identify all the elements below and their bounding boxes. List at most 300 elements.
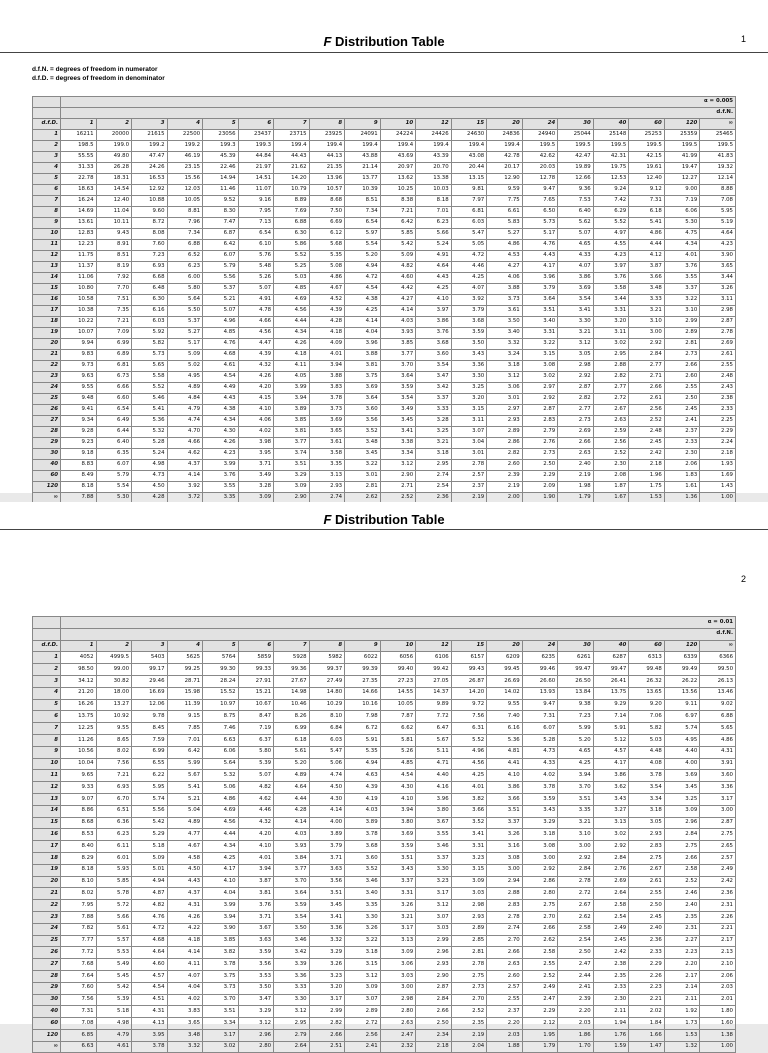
table-cell: 9.55 (61, 383, 97, 394)
table-cell: 4.72 (451, 251, 487, 262)
table-cell: 4.66 (238, 317, 274, 328)
table-cell: 19.61 (629, 163, 665, 174)
table-cell: 6.06 (664, 207, 700, 218)
table-cell: 22.78 (61, 174, 97, 185)
table-cell: 2.37 (451, 482, 487, 493)
page-number: 2 (740, 574, 746, 584)
table-cell: 1.69 (700, 471, 736, 482)
table-cell: 12.14 (700, 174, 736, 185)
table-cell: 8.91 (96, 240, 132, 251)
table-cell: 9.41 (61, 405, 97, 416)
table-cell: 4.49 (203, 383, 239, 394)
table-cell: 25359 (664, 130, 700, 141)
table-cell: 2.19 (558, 471, 594, 482)
table-row (33, 805, 736, 817)
table-cell: 6.31 (451, 723, 487, 735)
table-cell: 2.84 (664, 829, 700, 841)
table-cell: 3.46 (274, 935, 310, 947)
table-cell: 3.35 (558, 805, 594, 817)
table-cell: 3.33 (416, 405, 452, 416)
table-cell: 30.82 (96, 675, 132, 687)
table-cell: 2.51 (309, 1041, 345, 1053)
table-cell: 5.09 (380, 251, 416, 262)
table-cell: 7.09 (96, 328, 132, 339)
table-cell: 3.81 (274, 427, 310, 438)
table-cell: 2.66 (522, 923, 558, 935)
table-cell: 2.49 (593, 923, 629, 935)
table-cell: 4.14 (345, 317, 381, 328)
row-label: 30 (33, 449, 61, 460)
table-cell: 14.94 (203, 174, 239, 185)
table-cell: 4.09 (309, 339, 345, 350)
table-cell: 3.03 (416, 923, 452, 935)
table-cell: 2.96 (416, 947, 452, 959)
table-cell: 7.64 (61, 970, 97, 982)
table-cell: 2.73 (664, 350, 700, 361)
table-row (33, 460, 736, 471)
table-cell: 6287 (593, 652, 629, 664)
table-cell: 4.28 (274, 805, 310, 817)
table-cell: 2.83 (629, 841, 665, 853)
table-cell: 3.49 (380, 405, 416, 416)
table-cell: 3.18 (487, 361, 523, 372)
row-label: 5 (33, 174, 61, 185)
table-cell: 3.55 (416, 829, 452, 841)
table-cell: 12.78 (522, 174, 558, 185)
row-label: 15 (33, 817, 61, 829)
table-cell: 5.82 (629, 723, 665, 735)
table-cell: 9.60 (132, 207, 168, 218)
table-cell: 5.06 (309, 758, 345, 770)
table-cell: 21.20 (61, 687, 97, 699)
table-cell: 2.45 (629, 911, 665, 923)
table-cell: 2.74 (487, 923, 523, 935)
table-cell: 9.89 (416, 699, 452, 711)
table-cell: 2.85 (451, 935, 487, 947)
table-cell: 5.28 (132, 438, 168, 449)
table-cell: 3.37 (380, 876, 416, 888)
table-cell: 9.48 (61, 394, 97, 405)
table-cell: 3.29 (522, 817, 558, 829)
table-cell: 5.41 (167, 782, 203, 794)
table-cell: 2.43 (700, 383, 736, 394)
table-cell: 199.4 (451, 141, 487, 152)
table-cell: 4.85 (380, 758, 416, 770)
table-cell: 3.05 (629, 817, 665, 829)
table-cell: 10.92 (96, 711, 132, 723)
table-cell: 4.20 (238, 383, 274, 394)
table-cell: 3.45 (345, 449, 381, 460)
table-cell: 5.36 (132, 416, 168, 427)
table-cell: 2.06 (700, 970, 736, 982)
table-cell: 2.97 (522, 383, 558, 394)
table-row (33, 923, 736, 935)
table-cell: 6.16 (132, 306, 168, 317)
table-cell: 7.50 (309, 207, 345, 218)
table-cell: 6.37 (238, 734, 274, 746)
table-cell: 3.64 (380, 372, 416, 383)
table-cell: 5.09 (167, 350, 203, 361)
column-header: 6 (238, 119, 274, 130)
table-cell: 7.95 (238, 207, 274, 218)
table-cell: 2.50 (416, 1018, 452, 1030)
table-cell: 7.19 (664, 196, 700, 207)
table-cell: 3.12 (274, 1006, 310, 1018)
table-cell: 3.18 (345, 947, 381, 959)
row-label: 60 (33, 471, 61, 482)
table-cell: 9.00 (664, 185, 700, 196)
row-label: 9 (33, 746, 61, 758)
table-cell: 4.56 (274, 306, 310, 317)
table-cell: 6.00 (167, 273, 203, 284)
table-cell: 6157 (451, 652, 487, 664)
table-cell: 3.25 (664, 793, 700, 805)
table-cell: 6235 (522, 652, 558, 664)
table-cell: 5.82 (132, 339, 168, 350)
table-cell: 3.84 (274, 852, 310, 864)
table-cell: 5.06 (203, 782, 239, 794)
table-cell: 2.44 (558, 970, 594, 982)
table-cell: 2.99 (309, 1006, 345, 1018)
table-cell: 3.43 (380, 864, 416, 876)
table-cell: 14.20 (451, 687, 487, 699)
table-cell: 1.75 (629, 482, 665, 493)
row-label: 29 (33, 438, 61, 449)
table-cell: 3.01 (345, 471, 381, 482)
table-cell: 3.25 (451, 383, 487, 394)
table-cell: 4.95 (664, 734, 700, 746)
table-cell: 2.57 (487, 982, 523, 994)
column-header: 7 (274, 119, 310, 130)
table-cell: 5.42 (380, 240, 416, 251)
table-cell: 4.33 (558, 251, 594, 262)
table-cell: 1.92 (664, 1006, 700, 1018)
column-header: 30 (558, 640, 594, 652)
table-cell: 8.88 (700, 185, 736, 196)
table-cell: 2.30 (593, 460, 629, 471)
table-cell: 199.5 (522, 141, 558, 152)
table-cell: 2.81 (664, 339, 700, 350)
table-cell: 2.59 (593, 427, 629, 438)
table-cell: 4.17 (522, 262, 558, 273)
table-cell: 3.67 (416, 817, 452, 829)
table-cell: 3.13 (593, 817, 629, 829)
table-cell: 2.95 (274, 1018, 310, 1030)
table-cell: 3.40 (487, 328, 523, 339)
table-cell: 7.01 (167, 734, 203, 746)
table-cell: 2.84 (416, 994, 452, 1006)
table-row (33, 734, 736, 746)
table-cell: 5.48 (238, 262, 274, 273)
table-cell: 19.89 (558, 163, 594, 174)
table-cell: 6.10 (238, 240, 274, 251)
table-cell: 14.37 (416, 687, 452, 699)
table-cell: 2.90 (416, 970, 452, 982)
table-cell: 11.46 (203, 185, 239, 196)
page-number: 1 (740, 34, 746, 44)
table-cell: 3.21 (629, 306, 665, 317)
table-cell: 6.81 (96, 361, 132, 372)
table-cell: 7.56 (96, 758, 132, 770)
table-cell: 2.33 (700, 405, 736, 416)
alpha-row (33, 97, 736, 108)
table-cell: 11.06 (61, 273, 97, 284)
table-cell: 1.80 (700, 1006, 736, 1018)
table-cell: 5.20 (558, 734, 594, 746)
table-cell: 3.85 (380, 339, 416, 350)
table-cell: 2.06 (664, 460, 700, 471)
table-cell: 4.30 (203, 427, 239, 438)
table-cell: 6.97 (664, 711, 700, 723)
table-cell: 6.87 (203, 229, 239, 240)
table-cell: 3.12 (345, 970, 381, 982)
row-label: 1 (33, 652, 61, 664)
table-cell: 3.13 (309, 471, 345, 482)
table-cell: 5.52 (274, 251, 310, 262)
table-row (33, 438, 736, 449)
table-cell: 2.77 (629, 361, 665, 372)
table-cell: 4.44 (629, 240, 665, 251)
row-label: 1 (33, 130, 61, 141)
table-cell: 3.23 (416, 876, 452, 888)
table-cell: 4.63 (345, 770, 381, 782)
table-cell: 12.92 (132, 185, 168, 196)
table-cell: 21.14 (345, 163, 381, 174)
table-cell: 4.46 (451, 262, 487, 273)
table-row (33, 746, 736, 758)
table-cell: 4.20 (238, 829, 274, 841)
table-cell: 7.59 (132, 734, 168, 746)
column-header: 1 (61, 640, 97, 652)
table-row (33, 394, 736, 405)
table-cell: 4.65 (558, 240, 594, 251)
table-cell: 10.25 (380, 185, 416, 196)
table-cell: 5.32 (203, 770, 239, 782)
table-cell: 2.37 (487, 1006, 523, 1018)
table-row (33, 174, 736, 185)
table-cell: 5.65 (700, 723, 736, 735)
table-cell: 44.84 (238, 152, 274, 163)
table-cell: 7.23 (558, 711, 594, 723)
table-cell: 2.56 (345, 1029, 381, 1041)
table-cell: 4.69 (274, 295, 310, 306)
table-cell: 4.25 (451, 770, 487, 782)
table-cell: 6.30 (274, 229, 310, 240)
table-cell: 2.27 (664, 935, 700, 947)
table-cell: 3.37 (664, 284, 700, 295)
table-cell: 14.66 (345, 687, 381, 699)
table-cell: 6.72 (345, 723, 381, 735)
table-cell: 2.41 (345, 1041, 381, 1053)
corner-cell (33, 108, 61, 119)
table-cell: 25253 (629, 130, 665, 141)
table-cell: 3.68 (345, 841, 381, 853)
table-cell: 3.00 (700, 805, 736, 817)
table-cell: 4.37 (167, 460, 203, 471)
table-cell: 4.37 (167, 888, 203, 900)
row-label: 26 (33, 947, 61, 959)
table-cell: 3.88 (345, 350, 381, 361)
table-cell: 29.46 (132, 675, 168, 687)
table-cell: 5.03 (274, 273, 310, 284)
table-cell: 5.12 (593, 734, 629, 746)
row-label: 12 (33, 782, 61, 794)
table-cell: 4.62 (238, 793, 274, 805)
table-cell: 3.15 (451, 405, 487, 416)
table-cell: 4.51 (132, 994, 168, 1006)
table-cell: 3.53 (238, 970, 274, 982)
table-cell: 3.78 (522, 782, 558, 794)
table-cell: 5.68 (309, 240, 345, 251)
table-row (33, 273, 736, 284)
row-label: 3 (33, 675, 61, 687)
table-row (33, 947, 736, 959)
table-cell: 2.04 (451, 1041, 487, 1053)
table-cell: 3.97 (416, 306, 452, 317)
table-cell: 1.93 (700, 460, 736, 471)
table-row (33, 664, 736, 676)
table-cell: 14.55 (380, 687, 416, 699)
column-header: 60 (629, 640, 665, 652)
table-cell: 2.50 (558, 947, 594, 959)
table-cell: 4.14 (167, 471, 203, 482)
table-cell: 3.13 (380, 935, 416, 947)
table-cell: 7.60 (61, 982, 97, 994)
row-label: 3 (33, 152, 61, 163)
table-cell: 26.60 (522, 675, 558, 687)
table-cell: 3.12 (416, 900, 452, 912)
column-header: 40 (593, 119, 629, 130)
table-cell: 2.87 (700, 817, 736, 829)
table-cell: 3.76 (664, 262, 700, 273)
table-cell: 6.99 (274, 723, 310, 735)
table-cell: 12.40 (96, 196, 132, 207)
table-cell: 3.73 (203, 982, 239, 994)
table-cell: 9.43 (96, 229, 132, 240)
table-cell: 5.93 (96, 864, 132, 876)
table-cell: 3.02 (593, 339, 629, 350)
table-row (33, 770, 736, 782)
column-header: 8 (309, 640, 345, 652)
table-cell: 3.20 (309, 982, 345, 994)
table-cell: 3.10 (664, 306, 700, 317)
table-cell: 3.18 (416, 449, 452, 460)
table-cell: 2.34 (416, 1029, 452, 1041)
table-cell: 25465 (700, 130, 736, 141)
table-cell: 5.61 (274, 746, 310, 758)
dfn-row (33, 108, 736, 119)
table-cell: 2.11 (593, 1006, 629, 1018)
table-cell: 2.90 (274, 493, 310, 504)
table-cell: 4.86 (700, 734, 736, 746)
table-cell: 9.55 (96, 723, 132, 735)
table-cell: 5.21 (203, 295, 239, 306)
table-cell: 20.03 (522, 163, 558, 174)
table-cell: 3.60 (345, 405, 381, 416)
table-cell: 6.42 (167, 746, 203, 758)
table-cell: 2.25 (700, 416, 736, 427)
table-cell: 3.61 (487, 306, 523, 317)
column-header: 5 (203, 640, 239, 652)
table-cell: 199.3 (238, 141, 274, 152)
table-cell: 24.26 (132, 163, 168, 174)
table-cell: 4.74 (167, 416, 203, 427)
table-cell: 3.15 (345, 959, 381, 971)
table-cell: 2.82 (593, 372, 629, 383)
table-cell: 2.50 (629, 900, 665, 912)
table-cell: 4.91 (416, 251, 452, 262)
table-cell: 2.55 (664, 383, 700, 394)
table-row (33, 1041, 736, 1053)
row-label: 19 (33, 864, 61, 876)
table-row (33, 405, 736, 416)
table-cell: 4.95 (167, 372, 203, 383)
table-cell: 3.73 (487, 295, 523, 306)
table-cell: 8.72 (132, 218, 168, 229)
table-cell: 42.15 (629, 152, 665, 163)
table-cell: 2.95 (593, 350, 629, 361)
table-cell: 3.51 (203, 1006, 239, 1018)
table-cell: 3.50 (238, 982, 274, 994)
table-cell: 2.67 (593, 405, 629, 416)
table-cell: 7.06 (629, 711, 665, 723)
row-label: 120 (33, 482, 61, 493)
table-row (33, 284, 736, 295)
table-cell: 3.64 (345, 394, 381, 405)
table-cell: 3.26 (345, 923, 381, 935)
table-cell: 3.76 (238, 900, 274, 912)
table-cell: 3.55 (203, 482, 239, 493)
table-cell: 2.18 (629, 460, 665, 471)
row-label: 4 (33, 687, 61, 699)
row-label: 24 (33, 383, 61, 394)
table-cell: 8.53 (61, 829, 97, 841)
table-cell: 3.82 (451, 793, 487, 805)
table-cell: 2.74 (416, 471, 452, 482)
table-cell: 2.35 (593, 970, 629, 982)
table-cell: 3.44 (593, 295, 629, 306)
table-cell: 24091 (345, 130, 381, 141)
table-cell: 4.04 (167, 982, 203, 994)
table-cell: 9.94 (61, 339, 97, 350)
table-cell: 2.54 (416, 482, 452, 493)
table-cell: 6.48 (132, 284, 168, 295)
table-cell: 7.77 (61, 935, 97, 947)
row-label: 15 (33, 284, 61, 295)
table-cell: 1.88 (487, 1041, 523, 1053)
table-cell: 198.5 (61, 141, 97, 152)
table-cell: 3.86 (487, 782, 523, 794)
table-cell: 8.10 (309, 711, 345, 723)
table-cell: 3.78 (203, 959, 239, 971)
table-cell: 99.40 (380, 664, 416, 676)
table-cell: 2.75 (451, 970, 487, 982)
table-cell: 6.49 (96, 416, 132, 427)
table-cell: 2.80 (380, 1006, 416, 1018)
table-cell: 5.32 (132, 427, 168, 438)
table-cell: 3.05 (558, 350, 594, 361)
table-cell: 5.42 (96, 982, 132, 994)
table-row (33, 782, 736, 794)
table-cell: 3.51 (274, 460, 310, 471)
table-cell: 55.55 (61, 152, 97, 163)
table-cell: 3.25 (416, 427, 452, 438)
table-cell: 3.36 (451, 361, 487, 372)
table-cell: 3.00 (380, 982, 416, 994)
table-cell: 3.94 (558, 770, 594, 782)
table-row (33, 229, 736, 240)
table-cell: 3.34 (629, 793, 665, 805)
